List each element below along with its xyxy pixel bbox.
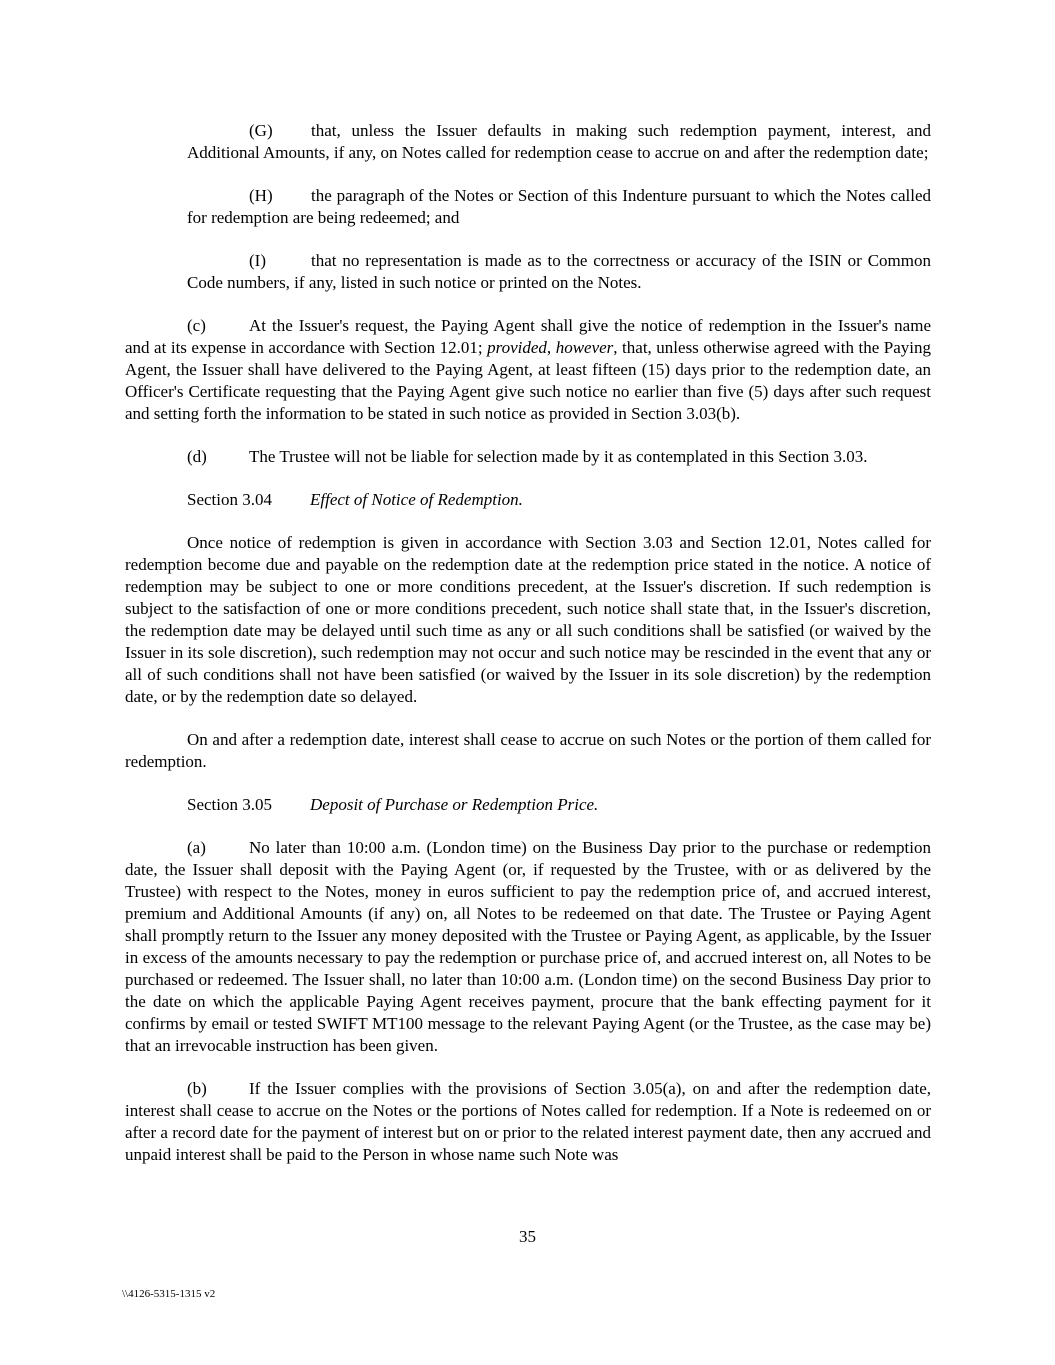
- paragraph-label: (H): [249, 186, 273, 205]
- text-run: the paragraph of the Notes or Section of this Indenture pursuant to which the Notes called for redemption are being redeemed; and: [187, 186, 931, 227]
- text-run: On and after a redemption date, interest shall cease to accrue on such Notes or the portion of them called for redemption.: [125, 730, 931, 771]
- paragraph-label: (c): [187, 316, 206, 335]
- text-run: that, unless the Issuer defaults in making such redemption payment, interest, and Additional Amounts, if any, on Notes called for redemption cease to accrue on and after the redemption date;: [187, 121, 931, 162]
- paragraph-label: (b): [187, 1079, 207, 1098]
- paragraph: [125, 532, 931, 708]
- paragraph: [125, 1078, 931, 1166]
- text-run: , that, unless otherwise agreed with the Paying Agent, the Issuer shall have delivered to the Paying Agent, at least fifteen (15) days prior to the redemption date, an Officer's Certificate requesting that the Paying Agent give such notice no earlier than five (5) days after such request and setting forth the information to be stated in such notice as provided in Section 3.03(b).: [125, 338, 931, 423]
- paragraph: [187, 250, 931, 294]
- text-run: If the Issuer complies with the provisions of Section 3.05(a), on and after the redemption date, interest shall cease to accrue on the Notes or the portions of Notes called for redemption. If a Note is redeemed on or after a record date for the payment of interest but on or prior to the related interest payment date, then any accrued and unpaid interest shall be paid to the Person in whose name such Note was: [125, 1079, 931, 1164]
- paragraph: [125, 315, 931, 425]
- paragraph-label: (I): [249, 251, 266, 270]
- section-heading: [125, 794, 931, 816]
- text-run: No later than 10:00 a.m. (London time) on the Business Day prior to the purchase or redemption date, the Issuer shall deposit with the Paying Agent (or, if requested by the Trustee, with or as delivered by the Trustee) with respect to the Notes, money in euros sufficient to pay the redemption price of, and accrued interest, premium and Additional Amounts (if any) on, all Notes to be redeemed on that date. The Trustee or Paying Agent shall promptly return to the Issuer any money deposited with the Trustee or Paying Agent, as applicable, by the Issuer in excess of the amounts necessary to pay the redemption or purchase price of, and accrued interest on, all Notes to be purchased or redeemed. The Issuer shall, no later than 10:00 a.m. (London time) on the second Business Day prior to the date on which the applicable Paying Agent receives payment, procure that the bank effecting payment for it confirms by email or tested SWIFT MT100 message to the relevant Paying Agent (or the Trustee, as the case may be) that an irrevocable instruction has been given.: [125, 838, 931, 1055]
- italic-text-run: Deposit of Purchase or Redemption Price.: [310, 795, 599, 814]
- section-number: Section 3.04: [187, 490, 272, 509]
- paragraph: [125, 729, 931, 773]
- text-run: The Trustee will not be liable for selection made by it as contemplated in this Section 3.03.: [249, 447, 868, 466]
- footer-document-stamp: \\4126-5315-1315 v2: [122, 1288, 216, 1300]
- document-content: [125, 120, 931, 1187]
- paragraph: [187, 185, 931, 229]
- paragraph-label: (a): [187, 838, 206, 857]
- italic-text-run: however: [555, 338, 614, 357]
- paragraph-label: (d): [187, 447, 207, 466]
- page-number: 35: [519, 1227, 536, 1246]
- paragraph: [187, 120, 931, 164]
- paragraph-label: (G): [249, 121, 273, 140]
- italic-text-run: Effect of Notice of Redemption.: [310, 490, 523, 509]
- text-run: that no representation is made as to the correctness or accuracy of the ISIN or Common Code numbers, if any, listed in such notice or printed on the Notes.: [187, 251, 931, 292]
- paragraph: [125, 446, 931, 468]
- text-run: Once notice of redemption is given in accordance with Section 3.03 and Section 12.01, Notes called for redemption become due and payable on the redemption date at the redemption price stated in the notice. A notice of redemption may be subject to one or more conditions precedent, at the Issuer's discretion. If such redemption is subject to the satisfaction of one or more conditions precedent, such notice shall state that, in the Issuer's discretion, the redemption date may be delayed until such time as any or all such conditions shall be satisfied (or waived by the Issuer in its sole discretion), such redemption may not occur and such notice may be rescinded in the event that any or all of such conditions shall not have been satisfied (or waived by the Issuer in its sole discretion) by the redemption date, or by the redemption date so delayed.: [125, 533, 931, 706]
- section-heading: [125, 489, 931, 511]
- paragraph: [125, 837, 931, 1057]
- text-run: At the Issuer's request, the Paying Agent shall give the notice of redemption in the Issuer's name and at its expense in accordance with Section 12.01;: [125, 316, 931, 357]
- section-number: Section 3.05: [187, 795, 272, 814]
- italic-text-run: provided: [487, 338, 547, 357]
- text-run: ,: [546, 338, 556, 357]
